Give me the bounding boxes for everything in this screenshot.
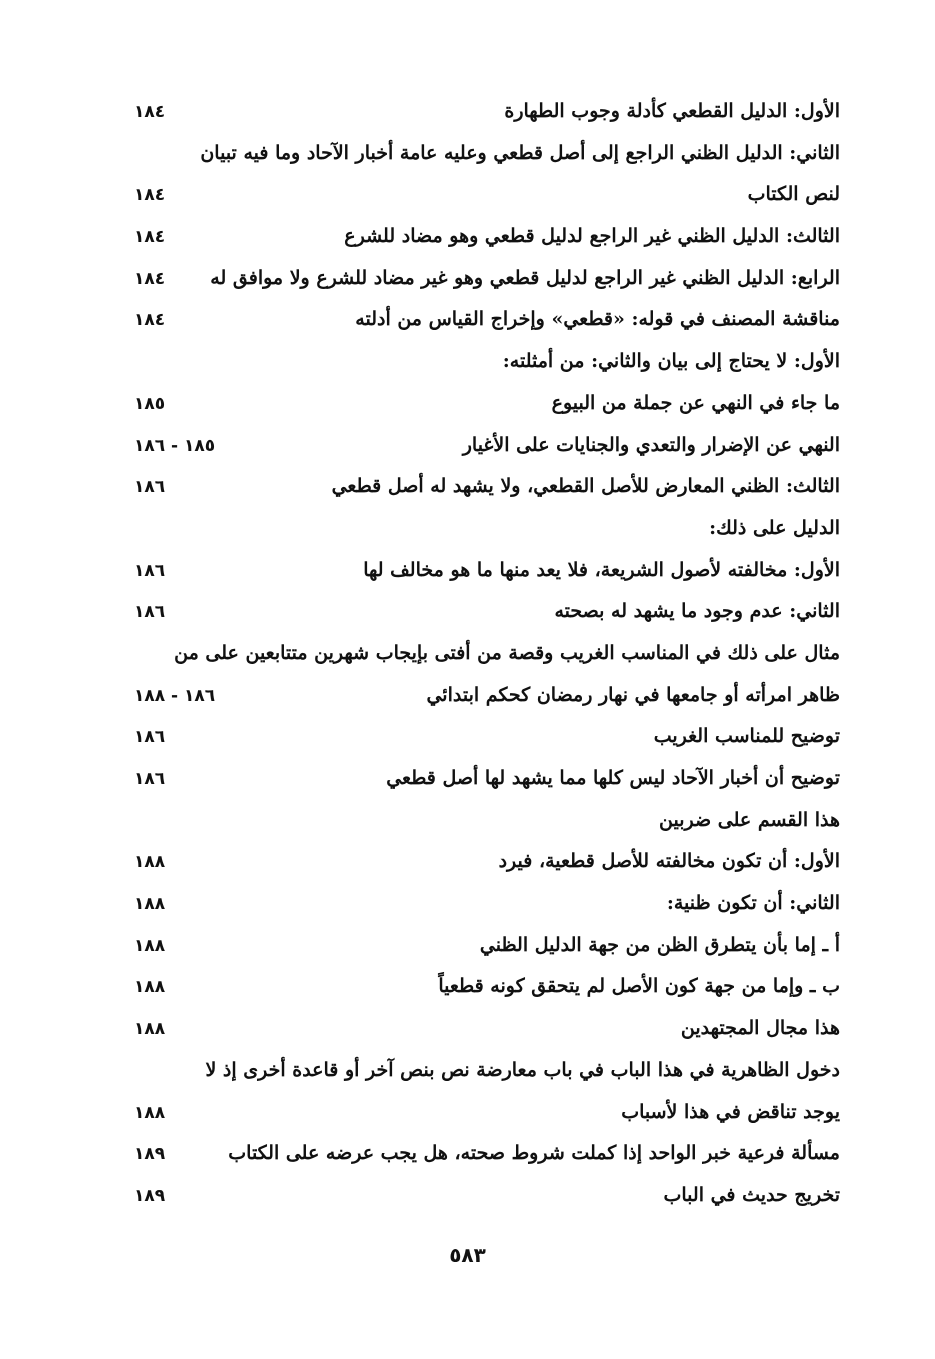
table-of-contents xyxy=(120,96,842,1222)
toc-entry xyxy=(120,96,842,138)
entry-page: ١٨٦ xyxy=(134,602,166,623)
toc-entry xyxy=(120,763,842,805)
toc-entry xyxy=(120,1138,842,1180)
toc-entry xyxy=(120,596,842,638)
entry-page: ١٨٦ xyxy=(134,727,166,748)
entry-title: دخول الظاهرية في هذا الباب في باب معارضة نص بنص آخر أو قاعدة أخرى إذ لا xyxy=(205,1058,840,1081)
entry-page: ١٨٩ xyxy=(134,1185,166,1206)
toc-entry xyxy=(120,304,842,346)
entry-title: مسألة فرعية خبر الواحد إذا كملت شروط صحته، هل يجب عرضه على الكتاب xyxy=(228,1142,840,1165)
entry-page: ١٨٦ - ١٨٨ xyxy=(134,685,216,706)
entry-title: توضيح أن أخبار الآحاد ليس كلها مما يشهد لها أصل قطعي xyxy=(386,767,840,789)
entry-page: ١٨٨ xyxy=(134,1102,166,1123)
toc-entry xyxy=(120,721,842,763)
entry-title: لنص الكتاب xyxy=(747,183,840,206)
entry-page: ١٨٨ xyxy=(134,894,166,915)
entry-page: ١٨٤ xyxy=(134,185,166,206)
entry-title: هذا القسم على ضربين xyxy=(659,808,840,831)
entry-page: ١٨٨ xyxy=(134,977,166,998)
entry-title: الرابع: الدليل الظني غير الراجع لدليل قطعي وهو غير مضاد للشرع ولا موافق له xyxy=(210,266,840,289)
entry-title: الأول: مخالفته لأصول الشريعة، فلا يعد منها ما هو مخالف لها xyxy=(363,558,840,581)
entry-title: يوجد تناقض في هذا لأسباب xyxy=(621,1100,840,1123)
entry-page: ١٨٦ xyxy=(134,560,166,581)
entry-title: الثالث: الدليل الظني غير الراجع لدليل قطعي وهو مضاد للشرع xyxy=(344,225,840,248)
entry-title: ظاهر امرأته أو جامعها في نهار رمضان كحكم ابتدائي xyxy=(426,683,840,706)
entry-title: الثاني: الدليل الظني الراجع إلى أصل قطعي وعليه عامة أخبار الآحاد وما فيه تبيان xyxy=(200,141,840,164)
toc-entry xyxy=(120,971,842,1013)
entry-page: ١٨٤ xyxy=(134,102,166,122)
toc-entry xyxy=(120,388,842,430)
entry-title: الأول: أن تكون مخالفته للأصل قطعية، فيرد xyxy=(498,850,840,873)
page-number: ٥٨٣ xyxy=(449,1243,486,1267)
entry-title: توضيح للمناسب الغريب xyxy=(653,725,840,748)
toc-entry xyxy=(120,430,842,472)
entry-title: الأول: الدليل القطعي كأدلة وجوب الطهارة xyxy=(504,100,840,122)
toc-entry xyxy=(120,471,842,513)
toc-entry xyxy=(120,1055,842,1097)
toc-entry xyxy=(120,221,842,263)
entry-page: ١٨٤ xyxy=(134,227,166,248)
toc-entry xyxy=(120,263,842,305)
toc-entry xyxy=(120,680,842,722)
entry-title: الأول: لا يحتاج إلى بيان والثاني: من أمثلته: xyxy=(502,350,840,373)
toc-entry xyxy=(120,1097,842,1139)
entry-title: الدليل على ذلك: xyxy=(709,516,840,539)
entry-title: أ ـ إما بأن يتطرق الظن من جهة الدليل الظني xyxy=(479,933,840,956)
toc-entry xyxy=(120,513,842,555)
entry-page: ١٨٦ xyxy=(134,477,166,498)
entry-title: مثال على ذلك في المناسب الغريب وقصة من أفتى بإيجاب شهرين متتابعين على من xyxy=(174,641,840,664)
entry-page: ١٨٨ xyxy=(134,852,166,873)
toc-entry xyxy=(120,346,842,388)
toc-entry xyxy=(120,846,842,888)
toc-entry xyxy=(120,179,842,221)
entry-page: ١٨٥ - ١٨٦ xyxy=(134,435,216,456)
entry-title: الثاني: عدم وجود ما يشهد له بصحته xyxy=(554,600,840,623)
entry-title: هذا مجال المجتهدين xyxy=(680,1017,840,1040)
toc-entry xyxy=(120,138,842,180)
entry-page: ١٨٨ xyxy=(134,1019,166,1040)
entry-title: ما جاء في النهي عن جملة من البيوع xyxy=(551,391,840,414)
toc-entry xyxy=(120,555,842,597)
entry-title: مناقشة المصنف في قوله: «قطعي» وإخراج القياس من أدلته xyxy=(355,308,840,331)
toc-entry xyxy=(120,1013,842,1055)
toc-entry xyxy=(120,805,842,847)
toc-entry xyxy=(120,930,842,972)
entry-title: الثالث: الظني المعارض للأصل القطعي، ولا يشهد له أصل قطعي xyxy=(331,475,840,498)
entry-title: تخريج حديث في الباب xyxy=(663,1183,840,1206)
entry-title: ب ـ وإما من جهة كون الأصل لم يتحقق كونه قطعياً xyxy=(438,975,840,998)
entry-page: ١٨٦ xyxy=(134,769,166,789)
toc-entry xyxy=(120,638,842,680)
entry-page: ١٨٨ xyxy=(134,935,166,956)
toc-entry xyxy=(120,1180,842,1222)
entry-page: ١٨٥ xyxy=(134,393,166,414)
entry-page: ١٨٤ xyxy=(134,268,166,289)
toc-entry xyxy=(120,888,842,930)
entry-page: ١٨٩ xyxy=(134,1144,166,1165)
entry-title: النهي عن الإضرار والتعدي والجنايات على الأغيار xyxy=(462,433,840,456)
entry-title: الثاني: أن تكون ظنية: xyxy=(666,892,840,915)
entry-page: ١٨٤ xyxy=(134,310,166,331)
